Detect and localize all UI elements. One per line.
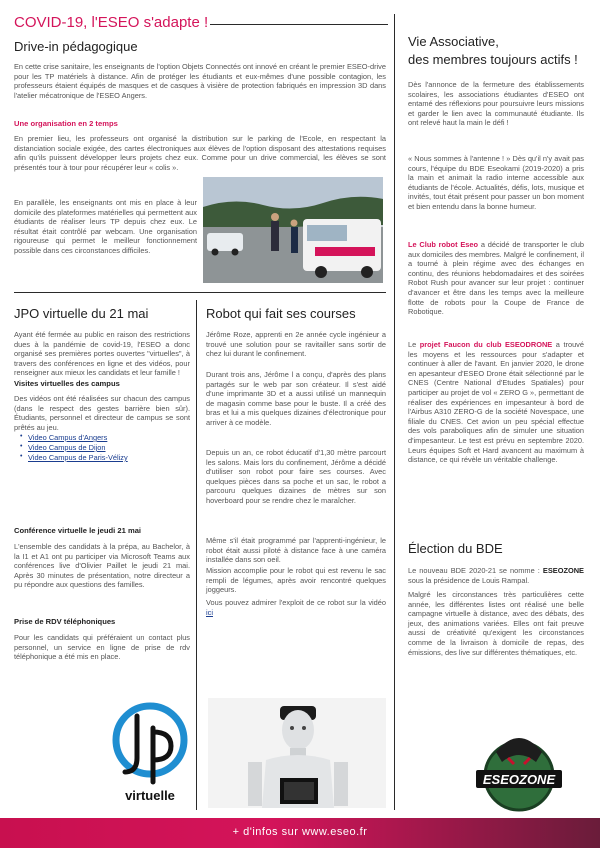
asso-p2: « Nous sommes à l'antenne ! » Dès qu'il n'y avait pas cours, l'équipe du BDE Eseokami (2019-2020) a pris la main et animait la radio interne accessible aux étudiants de l'école. Actualités, défis, lots, musique et invités, tout était présent pour passer un bon moment et bien entendu dans la bonne humeur. xyxy=(408,154,584,211)
bde-p1: Le nouveau BDE 2020-21 se nomme : ESEOZONE sous la présidence de Louis Rampal. xyxy=(408,566,584,585)
jpo-p1: Ayant été fermée au public en raison des restrictions dues à la pandémie de covid-19, l'ESEO a donc organisé ses premières portes ouvertes "virtuelles", à travers des conférences en ligne et des vidéos, pour renseigner aux mieux les candidats et leur famille ! xyxy=(14,330,190,378)
asso-p4: Le projet Faucon du club ESEODRONE a trouvé les moyens et les ressources pour s'adapter et continuer à aller de l'avant. En janvier 2020, le drone en apesanteur d'ESEO Drone était sélectionné par le CNES (Centre National d'Etudes Spatiales) pour participer au projet de vol « ZERO G », permettant de réaliser des expériences en impesanteur à bord de l'Airbus A310 ZERO-G de la société Novespace, une filiale du CNES. Cet avion un peu spécial effectue des vols paraboliques afin de simuler une situation d'impesanteur. Le test est prévu en septembre 2020. Leurs équipes Soft et Hard avancent au maximum à distance, ce qui révèle un véritable challenge. xyxy=(408,340,584,465)
title-rule xyxy=(210,24,388,25)
jpo-p2: Des vidéos ont été réalisées sur chacun des campus (dans le respect des gestes barrière bien sûr). Étudiants, personnel et directeur de campus se sont prêtés au jeu. xyxy=(14,394,190,432)
drive-p1: En premier lieu, les professeurs ont organisé la distribution sur le parking de l'Ecole, en respectant la distanciation sociale exigée, des cartes électroniques aux élèves de l'option disposant des attestations requises afin qu'ils puissent développer leurs projets chez eux. Comme pour un drive commercial, les élèves se sont présentés tour à tour pour récupérer leur « colis ». xyxy=(14,134,386,172)
eseozone-logo-text: ESEOZONE xyxy=(482,772,556,787)
asso-p3: Le Club robot Eseo a décidé de transporter le club aux domiciles des membres. Malgré le confinement, il a tourné à plein régime avec des échanges en continu, des réunions hebdomadaires et des soirées Robot Rush pour avancer sur leur projet : continuer d'avancer et être dans les temps avec la meilleure flotte de robots pour la Coupe de France de Robotique. xyxy=(408,240,585,317)
drive-intro: En cette crise sanitaire, les enseignants de l'option Objets Connectés ont innové en créant le premier ESEO-drive pour les TP matériels à distance. Afin de protéger les étudiants et eux-mêmes d'une possible contagion, les professeurs étaient équipés de masques et de casques à visière de protection fabriqués en impression 3D dans l'atelier mécatronique de l'ESEO Angers. xyxy=(14,62,386,100)
middle-divider xyxy=(196,300,197,810)
eseozone-logo xyxy=(474,728,564,814)
robot-p5: Mission accomplie pour le robot qui est revenu le sac rempli de légumes, après avoir rencontré quelques joggeurs. xyxy=(206,566,386,595)
robot-p1: Jérôme Roze, apprenti en 2e année cycle ingénieur a trouvé une solution pour se ravitailler sans sortir de chez lui durant le confinement. xyxy=(206,330,386,359)
jpo-subtitle-visits: Visites virtuelles des campus xyxy=(14,379,120,388)
jpo-p4: Pour les candidats qui préféraient un contact plus personnel, un service en ligne de prise de rdv téléphonique a été mis en place. xyxy=(14,633,190,662)
robot-p2: Durant trois ans, Jérôme l a conçu, d'après des plans partagés sur le web par son créateur. Il s'est aidé d'une imprimante 3D et a aussi utilisé un mannequin de magasin comme base pour le buste. Il a créé des bras et lui a mis quelques dizaines d'électronique pour arriver à ce modèle. xyxy=(206,370,386,427)
campus-video-list: • Video Campus d'Angers • Video Campus de Dijon • Video Campus de Paris-Vélizy xyxy=(20,433,190,463)
robot-title: Robot qui fait ses courses xyxy=(206,306,356,321)
drive-title: Drive-in pédagogique xyxy=(14,39,138,54)
robot-photo xyxy=(208,698,386,808)
asso-title-line2: des membres toujours actifs ! xyxy=(408,52,578,67)
link-video-angers[interactable]: Video Campus d'Angers xyxy=(28,433,108,442)
asso-title-line1: Vie Associative, xyxy=(408,34,499,49)
link-video-dijon[interactable]: Video Campus de Dijon xyxy=(28,443,106,452)
robot-p4: Même s'il était programmé par l'apprenti-ingénieur, le robot était aussi piloté à distance face à une caméra installée dans son oeil. xyxy=(206,536,386,565)
bde-p2: Malgré les circonstances très particulières cette année, les différentes listes ont réalisé une belle campagne virtuelle à distance, avec des débats, des jeux, des animations variées. Elles ont fait preuve aussi de créativité qu'exigent les circonstances comme de la livraison à domicile de repas, des émissions, des live sur différentes thématiques, etc. xyxy=(408,590,584,657)
jpo-logo-text: virtuelle xyxy=(125,788,175,803)
page-title: COVID-19, l'ESEO s'adapte ! xyxy=(14,14,209,31)
footer-link[interactable]: + d'infos sur www.eseo.fr xyxy=(232,826,368,838)
footer-bar xyxy=(0,818,600,848)
robot-video-link[interactable]: ici xyxy=(206,607,213,617)
drive-photo xyxy=(203,177,383,283)
link-video-paris[interactable]: Video Campus de Paris-Vélizy xyxy=(28,453,128,462)
jpo-p3: L'ensemble des candidats à la prépa, au Bachelor, à la I1 et A1 ont pu participer via Microsoft Teams aux conférences live d'Olivier Paillet le jeudi 21 mai. Après 30 minutes de présentation, notre directeur a pu répondre aux questions des familles. xyxy=(14,542,190,590)
jpo-title: JPO virtuelle du 21 mai xyxy=(14,306,149,321)
drive-p2: En parallèle, les enseignants ont mis en place à leur domicile des plateformes matérielles qui permettent aux étudiants de réaliser leurs TP depuis chez eux. Le résultat était contrôlé par webcam. Une organisation rigoureuse qui permet le meilleur fonctionnement possible dans ces circonstances difficiles. xyxy=(14,198,197,255)
drive-subtitle: Une organisation en 2 temps xyxy=(14,119,118,128)
section-rule-1 xyxy=(14,292,386,293)
robot-p3: Depuis un an, ce robot éducatif d'1,30 mètre parcourt les salons. Mais lors du confinement, Jérôme a décidé d'utiliser son robot pour faire ses courses. Avec quelques pièces dans sa poche et un sac, le robot a parcouru quelques dizaines de mètres sur son hoverboard pour se rendre chez le maraîcher. xyxy=(206,448,386,505)
asso-p1: Dès l'annonce de la fermeture des établissements scolaires, les associations étudiantes d'ESEO ont entamé des réflexions pour poursuivre leurs missions et garder le lien avec la communauté étudiante. Ils ont relevé haut la main le défi ! xyxy=(408,80,584,128)
jpo-virtuelle-logo xyxy=(105,698,195,808)
jpo-subtitle-conference: Conférence virtuelle le jeudi 21 mai xyxy=(14,526,142,535)
column-divider xyxy=(394,14,395,810)
robot-p6: Vous pouvez admirer l'exploit de ce robot sur la vidéo ici xyxy=(206,598,386,617)
bde-title: Élection du BDE xyxy=(408,541,503,556)
jpo-subtitle-rdv: Prise de RDV téléphoniques xyxy=(14,617,116,626)
